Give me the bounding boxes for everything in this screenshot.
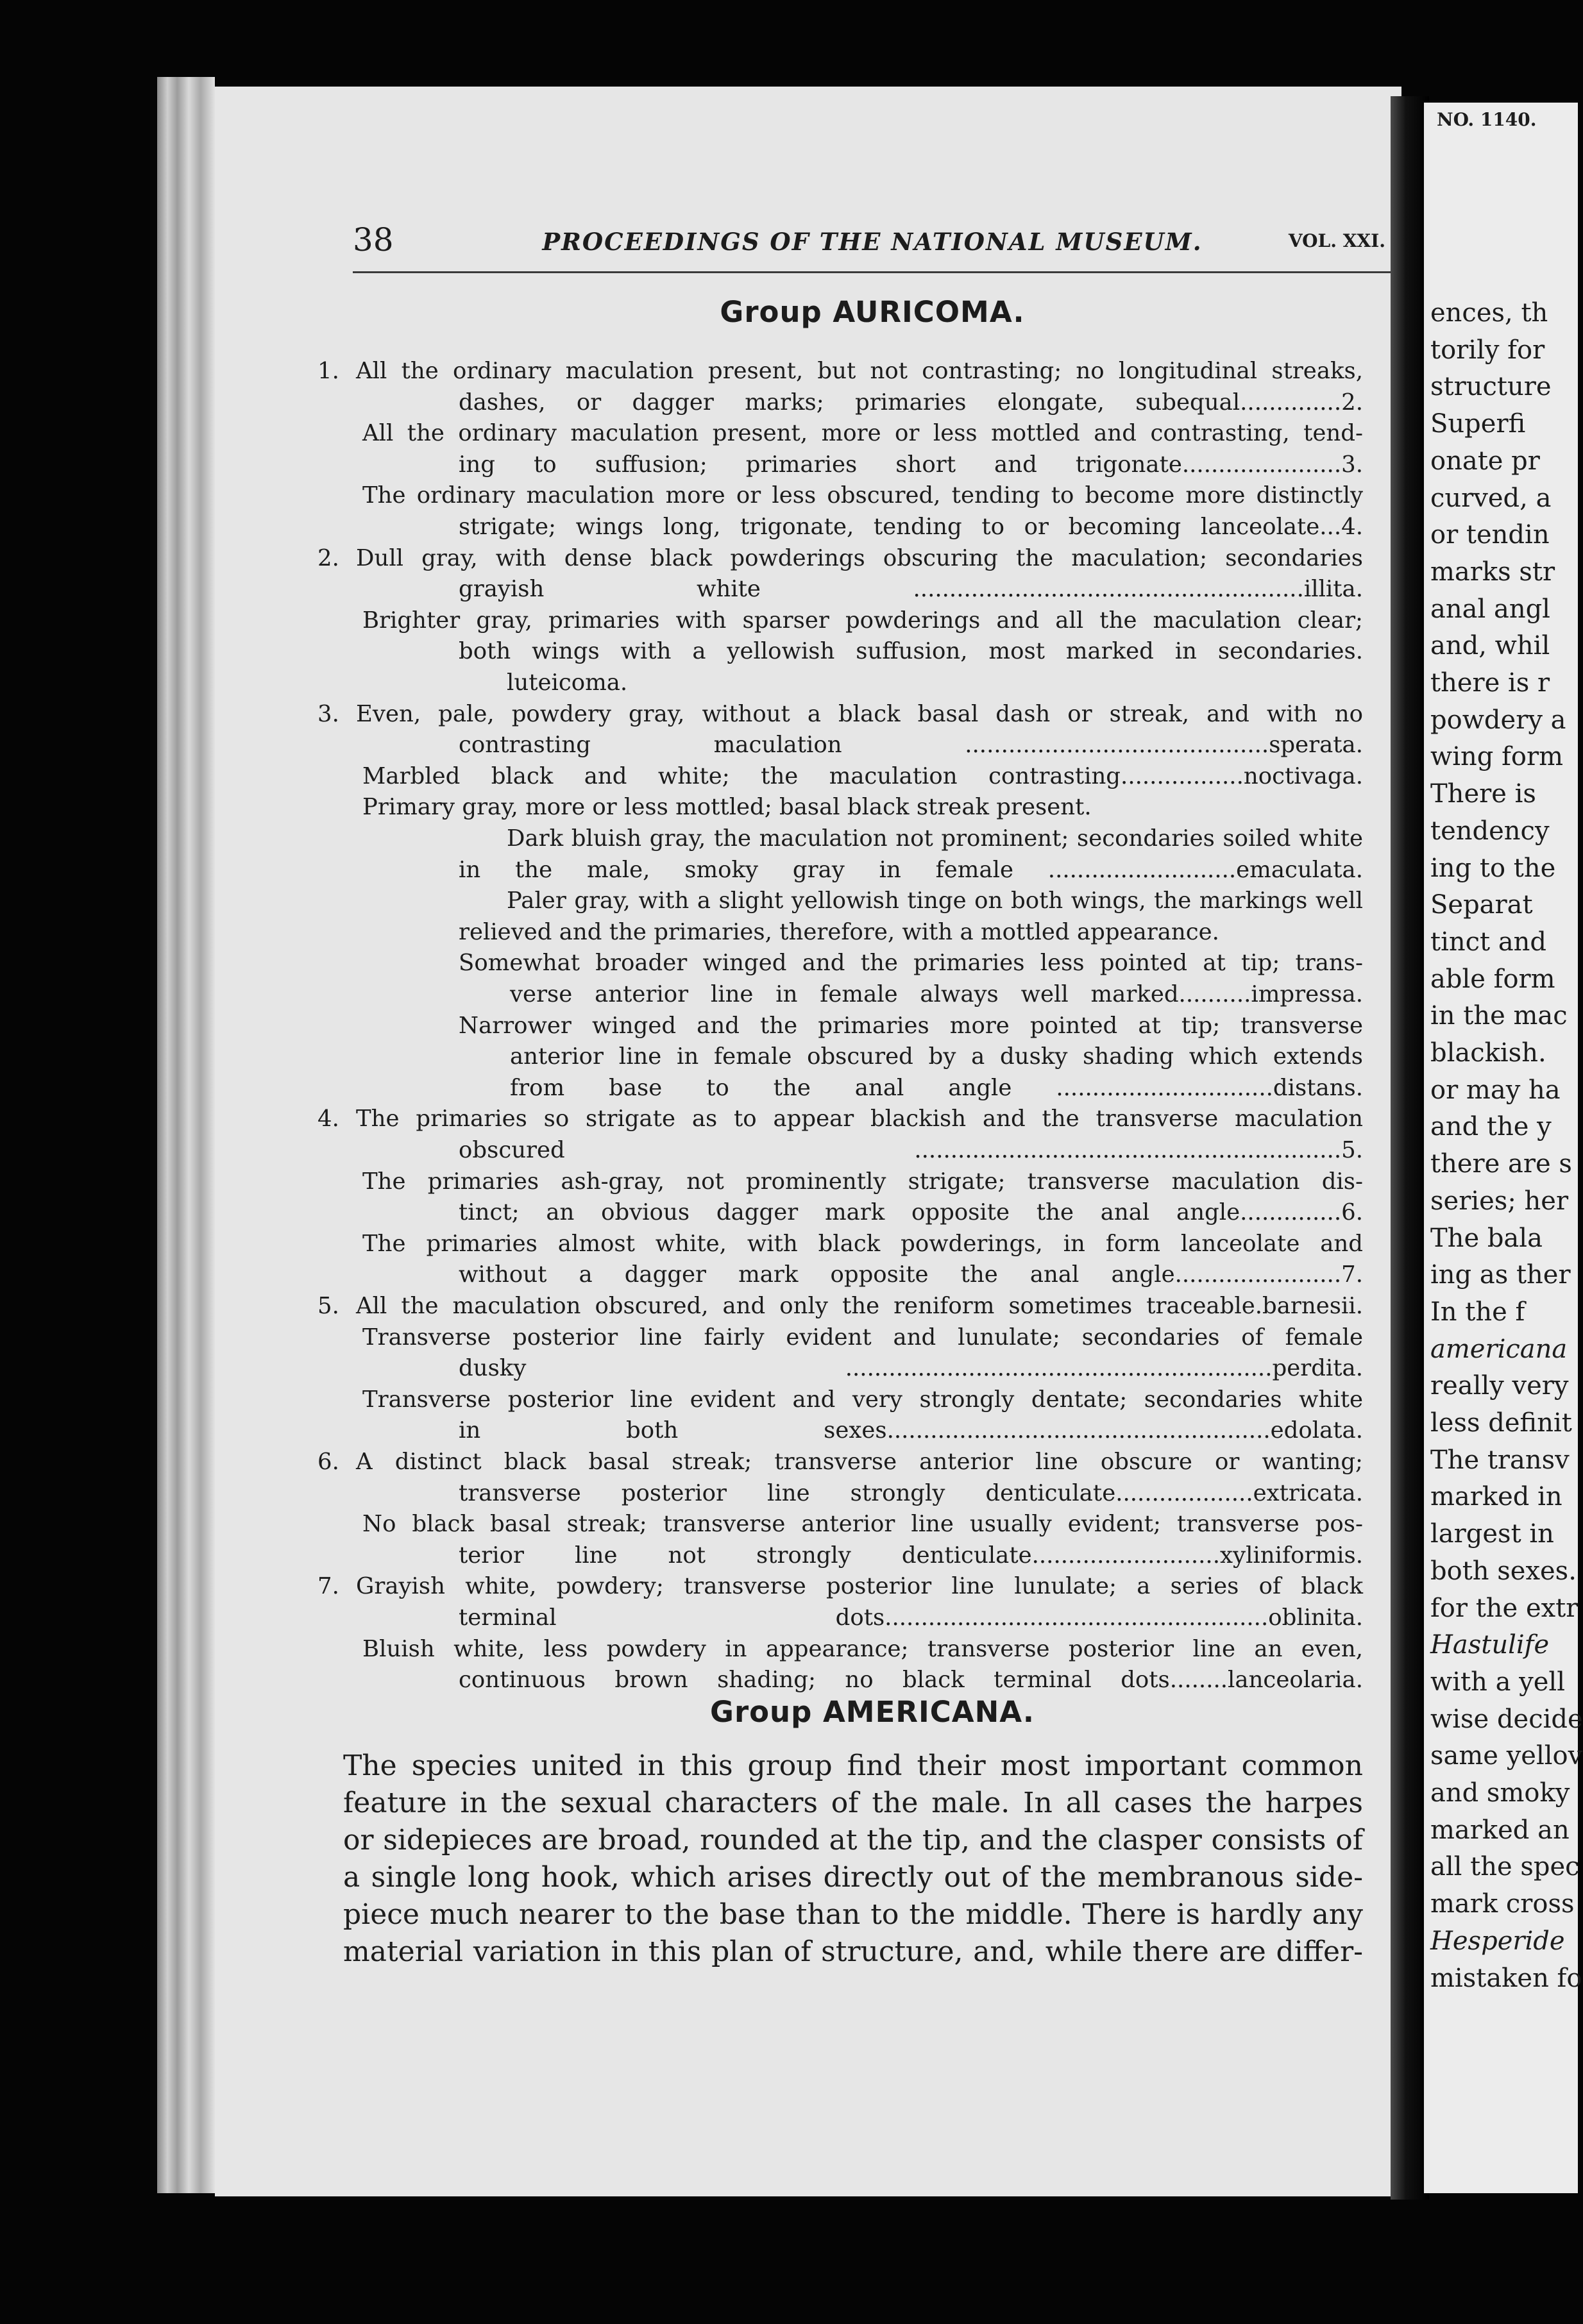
key-line: A distinct black basal streak; transverse anterior line obscure or wanting; (356, 1449, 1363, 1475)
key-line: Paler gray, with a slight yellowish tinge on both wings, the markings well (507, 888, 1363, 914)
key-line: Primary gray, more or less mottled; basal black streak present. (362, 794, 1092, 821)
key-couplet-number: 1. (317, 358, 339, 384)
facing-page-line: structure (1430, 372, 1552, 402)
facing-page-line: marks str (1430, 557, 1555, 587)
book-gutter (1391, 96, 1429, 2200)
facing-page-line: series; her (1430, 1186, 1569, 1216)
key-line: both wings with a yellowish suffusion, most marked in secondaries. (459, 638, 1363, 665)
facing-page-line: Hesperide (1430, 1926, 1565, 1956)
key-line: The primaries almost white, with black powderings, in form lanceolate and (362, 1230, 1363, 1257)
facing-page-line: ing as ther (1430, 1260, 1571, 1290)
key-line: in the male, smoky gray in female ..........................emaculata. (459, 856, 1363, 883)
key-line: No black basal streak; transverse anterior line usually evident; transverse pos- (362, 1511, 1363, 1538)
key-line: verse anterior line in female always well marked..........impressa. (510, 981, 1363, 1007)
facing-page-line: and the y (1430, 1112, 1552, 1142)
facing-page-line: mistaken fo (1430, 1963, 1582, 1993)
facing-page-line: Hastulife (1430, 1630, 1550, 1660)
facing-page-line: able form (1430, 964, 1555, 994)
facing-page-line: The transv (1430, 1445, 1570, 1475)
facing-page-line: less definit (1430, 1408, 1572, 1438)
key-line: without a dagger mark opposite the anal angle.......................7. (459, 1261, 1363, 1288)
key-couplet-number: 2. (317, 544, 339, 571)
group-auricoma-heading: Group AURICOMA. (720, 295, 1025, 329)
facing-page-line: americana (1430, 1334, 1568, 1364)
key-line: dashes, or dagger marks; primaries elongate, subequal..............2. (459, 389, 1363, 416)
facing-page-line: ences, th (1430, 298, 1548, 328)
key-line: obscured ...........................................................5. (459, 1137, 1363, 1163)
key-line: Even, pale, powdery gray, without a black basal dash or streak, and with no (356, 700, 1363, 727)
paragraph-line: a single long hook, which arises directly out of the membranous side- (343, 1861, 1363, 1894)
key-line: from base to the anal angle ..............................distans. (510, 1074, 1363, 1101)
facing-page-line: tinct and (1430, 927, 1547, 957)
facing-page-line: or may ha (1430, 1075, 1561, 1105)
key-line: The primaries ash-gray, not prominently strigate; transverse maculation dis- (362, 1168, 1363, 1195)
book-binding-edge (157, 77, 215, 2193)
key-line: Narrower winged and the primaries more pointed at tip; transverse (459, 1012, 1363, 1039)
key-line: relieved and the primaries, therefore, with a mottled appearance. (459, 918, 1219, 945)
key-line: Transverse posterior line fairly evident and lunulate; secondaries of female (362, 1324, 1363, 1351)
facing-page-number: NO. 1140. (1437, 109, 1537, 130)
key-couplet-number: 6. (317, 1449, 339, 1475)
key-line: All the ordinary maculation present, but not contrasting; no longitudinal streaks, (356, 358, 1363, 384)
facing-page-line: and, whil (1430, 631, 1550, 661)
key-line: Somewhat broader winged and the primaries less pointed at tip; trans- (459, 950, 1363, 977)
facing-page-line: torily for (1430, 335, 1545, 365)
facing-page-line: there is r (1430, 668, 1550, 698)
key-line: All the maculation obscured, and only the reniform sometimes traceable.barnesii. (356, 1293, 1363, 1319)
facing-page-line: Superfi (1430, 409, 1526, 439)
facing-page-line: marked an (1430, 1815, 1570, 1845)
key-couplet-number: 5. (317, 1293, 339, 1319)
facing-page-line: or tendin (1430, 520, 1550, 550)
running-head (353, 221, 1392, 260)
key-line: The ordinary maculation more or less obscured, tending to become more distinctly (362, 482, 1363, 509)
facing-page-line: blackish. (1430, 1038, 1546, 1068)
facing-page-line: with a yell (1430, 1667, 1565, 1697)
key-line: ing to suffusion; primaries short and trigonate......................3. (459, 451, 1363, 478)
facing-page (1424, 103, 1583, 2193)
key-line: in both sexes.....................................................edolata. (459, 1417, 1363, 1444)
facing-page-line: In the f (1430, 1297, 1525, 1327)
facing-page-line: ing to the (1430, 853, 1556, 883)
key-line: tinct; an obvious dagger mark opposite the anal angle..............6. (459, 1199, 1363, 1226)
facing-page-line: mark cross (1430, 1889, 1575, 1919)
facing-page-line: Separat (1430, 890, 1533, 920)
key-line: terior line not strongly denticulate..........................xyliniformis. (459, 1542, 1363, 1569)
key-line: Dark bluish gray, the maculation not prominent; secondaries soiled white (507, 825, 1363, 852)
key-line: All the ordinary maculation present, more or less mottled and contrasting, tend- (362, 420, 1363, 447)
key-line: Dull gray, with dense black powderings obscuring the maculation; secondaries (356, 544, 1363, 571)
key-line: terminal dots.....................................................oblinita. (459, 1604, 1363, 1631)
key-couplet-number: 4. (317, 1106, 339, 1133)
key-line: Transverse posterior line evident and very strongly dentate; secondaries white (362, 1386, 1363, 1413)
paragraph-line: feature in the sexual characters of the male. In all cases the harpes (343, 1787, 1363, 1819)
key-line: continuous brown shading; no black terminal dots........lanceolaria. (459, 1667, 1363, 1694)
paragraph-line: The species united in this group find their most important common (343, 1749, 1363, 1782)
facing-page-line: tendency (1430, 816, 1550, 846)
facing-page-line: both sexes. (1430, 1556, 1577, 1586)
facing-page-line: in the mac (1430, 1001, 1568, 1031)
key-line: contrasting maculation ..........................................sperata. (459, 732, 1363, 759)
paragraph-line: piece much nearer to the base than to the middle. There is hardly any (343, 1898, 1363, 1931)
facing-page-line: The bala (1430, 1223, 1543, 1253)
volume-label: VOL. XXI. (1288, 230, 1385, 251)
running-title: PROCEEDINGS OF THE NATIONAL MUSEUM. (542, 228, 1203, 256)
facing-page-line: onate pr (1430, 446, 1540, 476)
key-couplet-number: 3. (317, 700, 339, 727)
facing-page-line: There is (1430, 779, 1536, 809)
facing-page-line: same yellov (1430, 1741, 1583, 1771)
header-rule (353, 271, 1392, 273)
key-line: Brighter gray, primaries with sparser powderings and all the maculation clear; (362, 607, 1363, 634)
facing-page-line: anal angl (1430, 594, 1550, 624)
facing-page-line: wing form (1430, 742, 1564, 772)
facing-page-line: largest in (1430, 1519, 1554, 1549)
key-line: Bluish white, less powdery in appearance; transverse posterior line an even, (362, 1635, 1363, 1662)
key-line: anterior line in female obscured by a dusky shading which extends (510, 1043, 1363, 1070)
key-line: The primaries so strigate as to appear blackish and the transverse maculation (356, 1106, 1363, 1133)
key-line: Grayish white, powdery; transverse posterior line lunulate; a series of black (356, 1573, 1363, 1600)
facing-page-line: and smoky (1430, 1778, 1570, 1808)
key-line: grayish white ......................................................illita. (459, 576, 1363, 603)
facing-page-line: marked in (1430, 1482, 1562, 1512)
key-line: Marbled black and white; the maculation contrasting.................noctivaga. (362, 762, 1363, 789)
left-page (215, 87, 1401, 2196)
facing-page-line: curved, a (1430, 483, 1552, 513)
key-line: transverse posterior line strongly denticulate...................extricata. (459, 1479, 1363, 1506)
paragraph-line: material variation in this plan of structure, and, while there are differ- (343, 1935, 1363, 1968)
facing-page-line: for the extr (1430, 1593, 1579, 1623)
facing-page-line: powdery a (1430, 705, 1566, 735)
key-couplet-number: 7. (317, 1573, 339, 1600)
paragraph-line: or sidepieces are broad, rounded at the tip, and the clasper consists of (343, 1824, 1363, 1857)
group-americana-heading: Group AMERICANA. (710, 1695, 1035, 1729)
page-number: 38 (353, 221, 394, 258)
facing-page-line: really very (1430, 1371, 1569, 1401)
key-line: luteicoma. (507, 669, 628, 696)
facing-page-line: there are s (1430, 1149, 1572, 1179)
key-line: dusky ...........................................................perdita. (459, 1355, 1363, 1382)
facing-page-line: wise decide (1430, 1704, 1583, 1734)
facing-page-line: all the spec (1430, 1852, 1580, 1882)
key-line: strigate; wings long, trigonate, tending to or becoming lanceolate...4. (459, 514, 1363, 540)
